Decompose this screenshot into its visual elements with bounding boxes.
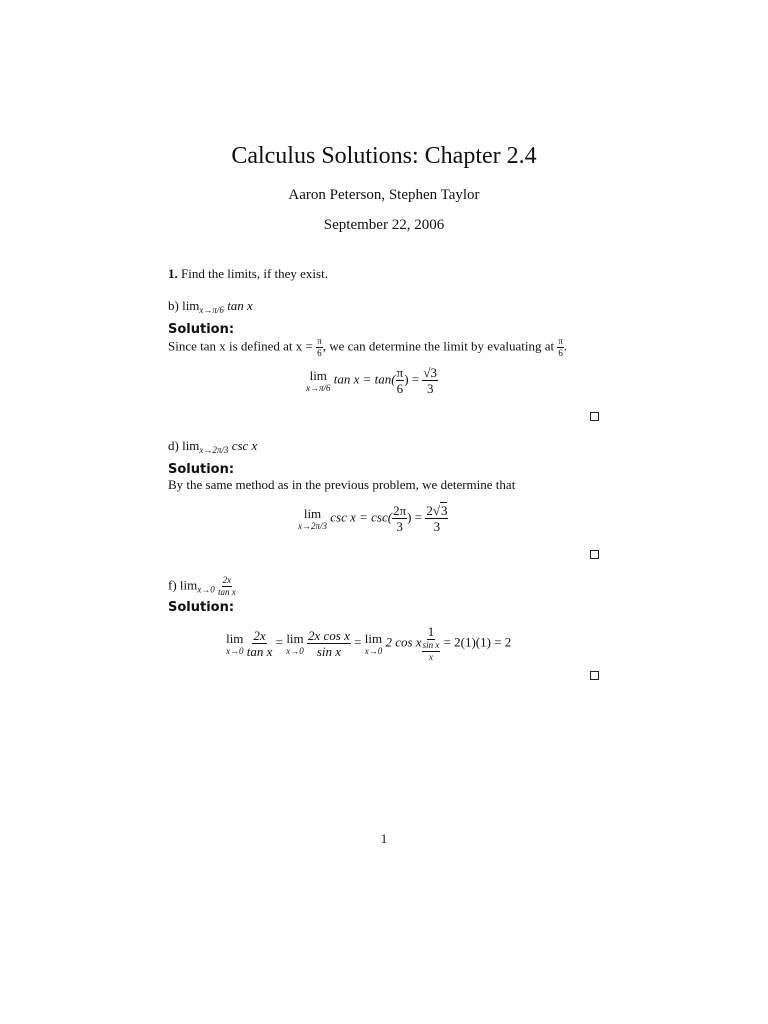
radicand: 3 <box>440 503 448 518</box>
display-close: ) = <box>404 371 420 387</box>
lim-subscript: x→0 <box>286 645 304 656</box>
lim-text: lim <box>364 630 383 646</box>
part-b-display-equation <box>306 366 438 395</box>
step3-fraction <box>422 625 441 662</box>
part-b-solution-text <box>168 337 567 358</box>
fraction-numerator: 2√3 <box>426 503 448 518</box>
fraction-denominator <box>422 640 441 662</box>
display-expression: csc x = csc( <box>330 509 393 525</box>
part-d-label: d) lim <box>168 438 200 453</box>
2x-over-tanx-fraction <box>218 576 236 597</box>
part-b-text-after: . <box>563 338 568 354</box>
equals-sign: = <box>275 634 283 650</box>
problem-text: Find the limits, if they exist. <box>181 266 328 281</box>
lim-text: lim <box>309 367 327 383</box>
fraction-denominator: 6 <box>558 348 563 358</box>
fraction-denominator: 6 <box>317 348 322 358</box>
fraction-numerator: 2π <box>393 503 407 518</box>
lim-subscript: x→0 <box>364 645 383 656</box>
fraction-numerator: √3 <box>423 365 438 380</box>
lim-text: lim <box>226 630 244 646</box>
part-b-text-before: Since tan x is defined at x = <box>168 338 317 354</box>
fraction-denominator: 6 <box>396 381 404 396</box>
part-d-heading <box>168 438 257 458</box>
lim-subscript: x→π/6 <box>306 382 331 393</box>
limit-operator <box>306 369 331 393</box>
lim-subscript: x→0 <box>226 645 244 656</box>
equals-sign: = <box>354 634 362 650</box>
part-d-solution-label: Solution: <box>168 462 235 477</box>
problem-number: 1. <box>168 266 178 281</box>
sqrt3-over-3-fraction <box>422 366 438 395</box>
part-d-sub: x→2π/3 <box>199 445 229 455</box>
pi-over-6-display-fraction <box>396 366 405 395</box>
display-close: ) = <box>407 509 423 525</box>
limit-operator <box>365 632 383 656</box>
date: September 22, 2006 <box>323 217 445 233</box>
part-b-text-middle: , we can determine the limit by evaluating at <box>322 338 558 354</box>
fraction-numerator: 1 <box>427 624 435 639</box>
limit-operator <box>298 507 327 531</box>
fraction-numerator: 2x <box>222 575 232 585</box>
document-title: Calculus Solutions: Chapter 2.4 <box>231 143 537 169</box>
fraction-numerator: 2x <box>253 628 266 643</box>
fraction-denominator: sin x <box>316 644 342 659</box>
lim-text: lim <box>286 630 304 646</box>
fraction-numerator: sin x <box>422 640 440 650</box>
part-f-heading <box>168 576 236 597</box>
qed-box <box>590 412 599 421</box>
coefficient: 2 <box>426 503 433 518</box>
fraction-numerator: π <box>317 336 322 346</box>
two-sqrt3-over-3-fraction <box>425 504 448 533</box>
sinx-over-x-fraction <box>422 641 441 662</box>
limit-operator <box>226 632 244 656</box>
fraction-numerator: π <box>396 365 404 380</box>
part-b-expr: tan x <box>227 298 253 313</box>
part-b-sub: x→π/6 <box>199 305 224 315</box>
authors: Aaron Peterson, Stephen Taylor <box>288 187 480 203</box>
two-pi-over-3-fraction <box>392 504 407 533</box>
step3-prefix: 2 cos x <box>385 634 422 650</box>
part-d-expr: csc x <box>231 438 258 453</box>
qed-box <box>590 671 599 680</box>
fraction-denominator: 3 <box>426 381 434 396</box>
part-d-display-equation <box>298 504 448 533</box>
part-f-label: f) lim <box>168 577 198 593</box>
fraction-denominator: 3 <box>433 519 441 534</box>
part-d-solution-text: By the same method as in the previous problem, we determine that <box>168 477 516 492</box>
fraction-denominator: tan x <box>218 587 236 597</box>
part-f-display-equation <box>226 625 511 662</box>
problem-statement <box>168 266 328 282</box>
part-f-sub: x→0 <box>197 584 215 595</box>
part-b-heading <box>168 298 253 318</box>
limit-operator <box>286 632 304 656</box>
step2-fraction <box>307 629 351 658</box>
step1-fraction <box>247 629 273 658</box>
fraction-numerator: π <box>558 336 563 346</box>
fraction-numerator: 2x cos x <box>307 628 350 643</box>
part-f-solution-label: Solution: <box>168 600 235 615</box>
fraction-denominator: tan x <box>246 644 273 659</box>
display-expression: tan x = tan( <box>333 371 396 387</box>
page-number: 1 <box>380 831 388 846</box>
lim-subscript: x→2π/3 <box>298 520 328 531</box>
lim-text: lim <box>303 505 322 521</box>
fraction-denominator: x <box>428 652 433 662</box>
qed-box <box>590 550 599 559</box>
part-b-label: b) lim <box>168 298 200 313</box>
final-result: = 2(1)(1) = 2 <box>443 634 512 650</box>
fraction-denominator: 3 <box>396 519 403 534</box>
part-b-solution-label: Solution: <box>168 322 235 337</box>
